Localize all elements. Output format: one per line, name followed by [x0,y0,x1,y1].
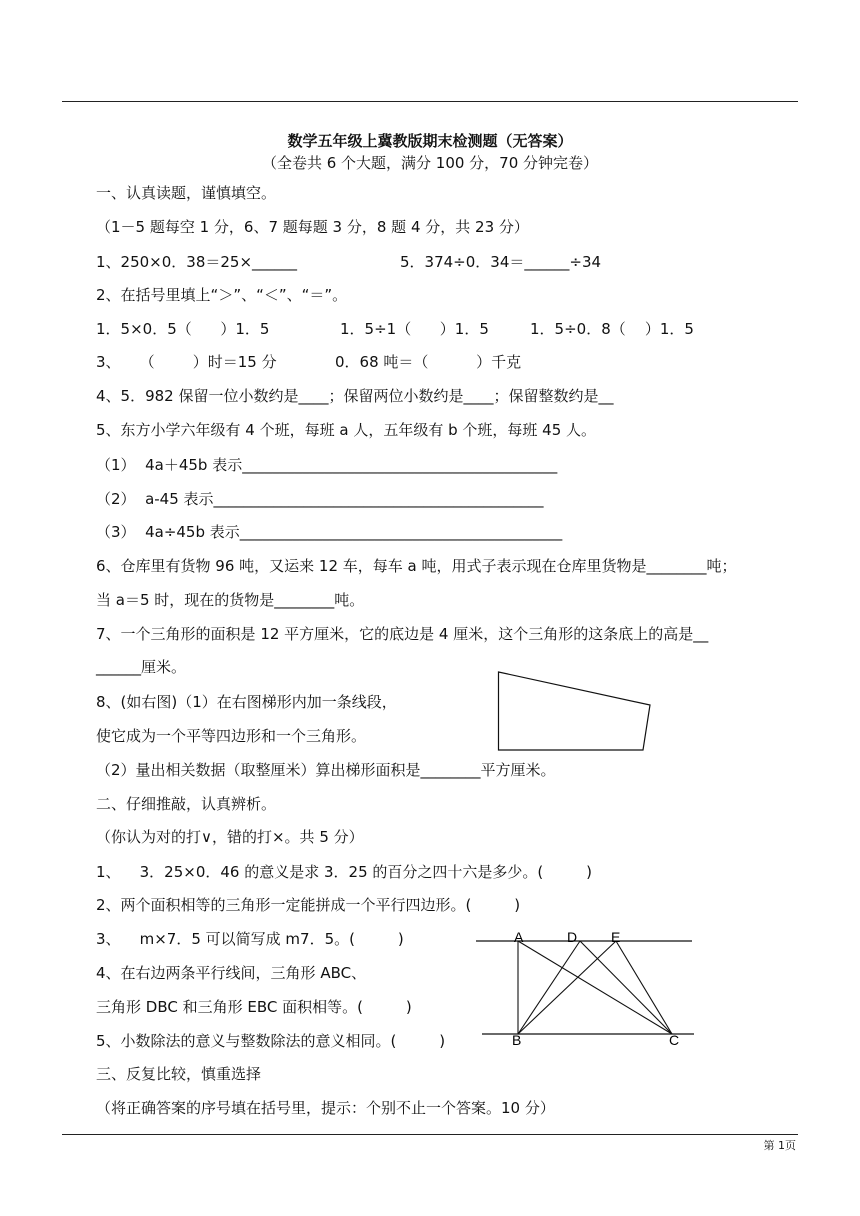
question-2c: 1．5÷0．8（ ）1．5 [530,320,694,338]
judge-question-5: 5、小数除法的意义与整数除法的意义相同。( ) [96,1032,446,1050]
question-6a: 6、仓库里有货物 96 吨，又运来 12 车，每车 a 吨，用式子表示现在仓库里货物是________吨； [96,557,737,575]
segment-eb [518,941,616,1034]
question-5-part2: （2） a-45 表示____________________________________________ [96,490,544,508]
question-5-part3: （3） 4a÷45b 表示___________________________________________ [96,523,563,541]
question-5: 5、东方小学六年级有 4 个班，每班 a 人，五年级有 b 个班，每班 45 人。 [96,421,597,439]
segment-ac [518,941,672,1034]
question-3b: 0．68 吨＝（ ）千克 [335,353,522,371]
question-1b: 5．374÷0．34＝______÷34 [400,253,602,271]
question-3a: 3、 （ ）时＝15 分 [96,353,277,371]
page-number: 第 1页 [763,1139,796,1152]
point-label-a: A [514,929,524,945]
segment-db [518,941,580,1034]
judge-question-4b: 三角形 DBC 和三角形 EBC 面积相等。( ) [96,998,412,1016]
question-1a: 1、250×0．38＝25×______ [96,253,298,271]
question-6b: 当 a＝5 时，现在的货物是________吨。 [96,591,365,609]
point-label-b: B [512,1032,522,1048]
segment-dc [580,941,672,1034]
question-2a: 1．5×0．5（ ）1．5 [96,320,270,338]
question-7b: ______厘米。 [96,658,187,676]
question-8b: 使它成为一个平等四边形和一个三角形。 [96,727,367,745]
page-subtitle: （全卷共 6 个大题，满分 100 分，70 分钟完卷） [261,154,599,172]
section3-note: （将正确答案的序号填在括号里，提示：个别不止一个答案。10 分） [96,1099,555,1117]
section3-heading: 三、反复比较，慎重选择 [96,1065,262,1083]
footer-rule [62,1134,798,1135]
page-title: 数学五年级上冀教版期末检测题（无答案） [287,132,573,150]
trapezoid-shape [499,672,651,750]
judge-question-2: 2、两个面积相等的三角形一定能拼成一个平行四边形。( ) [96,896,521,914]
question-8a: 8、(如右图)（1）在右图梯形内加一条线段， [96,693,397,711]
segment-ec [616,941,672,1034]
question-2b: 1．5÷1（ ）1．5 [340,320,489,338]
judge-question-3: 3、 m×7．5 可以简写成 m7．5。( ) [96,930,404,948]
question-8c: （2）量出相关数据（取整厘米）算出梯形面积是________平方厘米。 [96,761,556,779]
question-2: 2、在括号里填上“＞”、“＜”、“＝”。 [96,286,348,304]
question-4: 4、5．982 保留一位小数约是____；保留两位小数约是____；保留整数约是__ [96,387,614,405]
section2-heading: 二、仔细推敲，认真辨析。 [96,795,277,813]
section1-note: （1－5 题每空 1 分，6、7 题每题 3 分，8 题 4 分，共 23 分） [96,218,529,236]
point-label-c: C [669,1032,680,1048]
point-label-e: E [611,929,621,945]
parallel-lines-figure [470,925,700,1050]
header-rule [62,101,798,102]
question-5-part1: （1） 4a＋45b 表示__________________________________________ [96,456,558,474]
point-label-d: D [567,929,578,945]
section2-note: （你认为对的打∨，错的打×。共 5 分） [96,828,364,846]
judge-question-4a: 4、在右边两条平行线间，三角形 ABC、 [96,964,367,982]
question-7a: 7、一个三角形的面积是 12 平方厘米，它的底边是 4 厘米，这个三角形的这条底上的高是__ [96,625,709,643]
section1-heading: 一、认真读题，谨慎填空。 [96,184,277,202]
judge-question-1: 1、 3．25×0．46 的意义是求 3．25 的百分之四十六是多少。( ) [96,863,592,881]
trapezoid-figure [495,668,655,754]
